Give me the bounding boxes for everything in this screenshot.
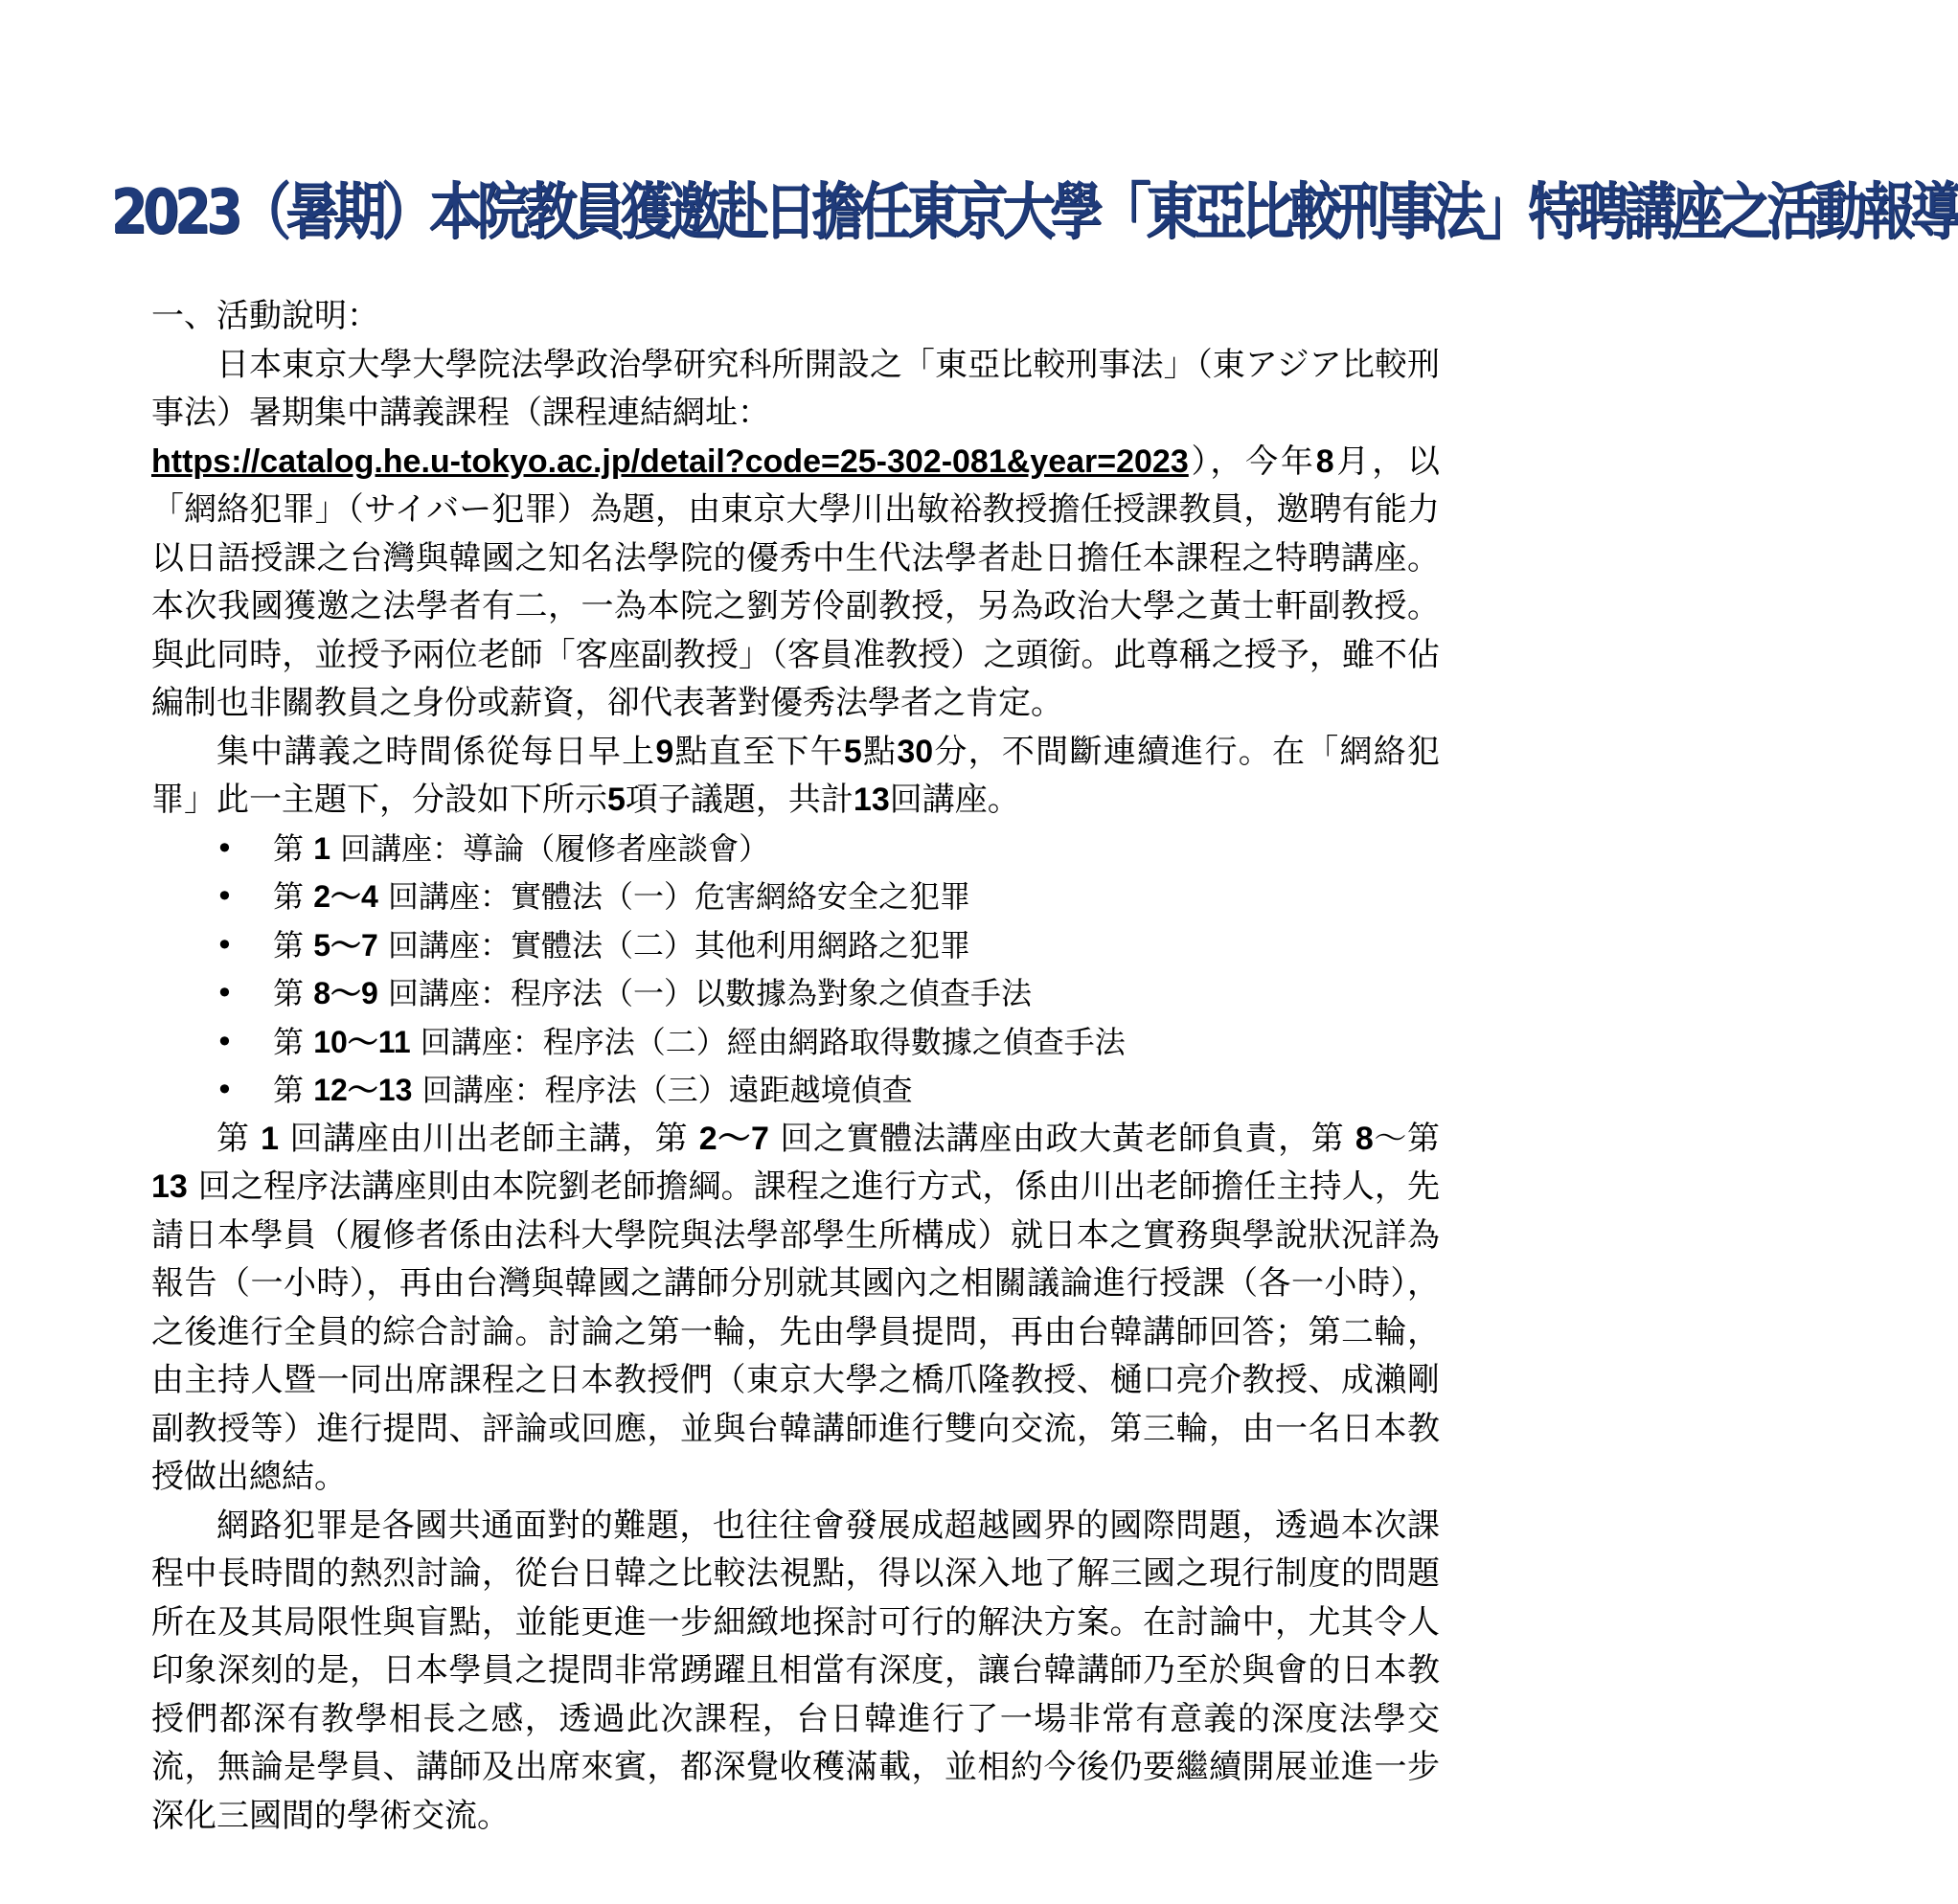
topic-text: 回講座：程序法（三）遠距越境偵查: [421, 1072, 913, 1108]
list-item: [151, 969, 1440, 1018]
schedule-session-count: 13: [853, 782, 890, 818]
topic-text: 回講座：實體法（二）其他利用網路之犯罪: [387, 926, 970, 963]
topic-number: 10～11: [313, 1024, 411, 1059]
format-text-c: 回之實體法講座由政大黃老師負責，第: [780, 1119, 1345, 1158]
topic-prefix: 第: [273, 878, 305, 915]
list-item: [151, 825, 1440, 873]
bullet-icon: •: [216, 878, 234, 915]
bullet-icon: •: [216, 1072, 234, 1108]
schedule-text-b: 點直至下午: [673, 732, 844, 771]
topic-prefix: 第: [273, 829, 305, 867]
paragraph-format: [151, 1115, 1440, 1502]
paragraph-conclusion: 網路犯罪是各國共通面對的難題，也往往會發展成超越國界的國際問題，透過本次課程中長時間的熱烈討論，從台日韓之比較法視點，得以深入地了解三國之現行制度的問題所在及其局限性與盲點，並能更進一步細緻地探討可行的解決方案。在討論中，尤其令人印象深刻的是，日本學員之提問非常踴躍且相當有深度，讓台韓講師乃至於與會的日本教授們都深有教學相長之感，透過此次課程，台日韓進行了一場非常有意義的深度法學交流，無論是學員、講師及出席來賓，都深覺收穫滿載，並相約今後仍要繼續開展並進一步深化三國間的學術交流。: [151, 1506, 1440, 1835]
bullet-icon: •: [216, 975, 234, 1011]
topic-prefix: 第: [273, 1023, 305, 1060]
topic-text: 回講座：實體法（一）危害網絡安全之犯罪: [387, 878, 970, 915]
topic-number: 1: [313, 830, 330, 866]
topic-number: 5～7: [313, 927, 378, 963]
format-text-e: 回之程序法講座則由本院劉老師擔綱。課程之進行方式，係由川出老師擔任主持人，先請日本學員（履修者係由法科大學院與法學部學生所構成）就日本之實務與學說狀況詳為報告（一小時），再由台灣與韓國之講師分別就其國內之相關議論進行授課（各一小時），之後進行全員的綜合討論。討論之第一輪，先由學員提問，再由台韓講師回答；第二輪，由主持人暨一同出席課程之日本教授們（東京大學之橋爪隆教授、樋口亮介教授、成瀨剛副教授等）進行提問、評論或回應，並與台韓講師進行雙向交流，第三輪，由一名日本教授做出總結。: [151, 1167, 1441, 1496]
schedule-text-f: 回講座。: [889, 781, 1020, 819]
intro-month: 8: [1315, 442, 1334, 480]
topic-prefix: 第: [273, 975, 305, 1011]
course-link[interactable]: https://catalog.he.u-tokyo.ac.jp/detail?code=25-302-081&year=2023: [151, 442, 1189, 480]
format-num-2: 2～7: [698, 1120, 769, 1157]
format-num-1: 1: [261, 1120, 280, 1157]
schedule-end-hour: 5: [843, 733, 862, 770]
format-num-4: 13: [151, 1168, 188, 1205]
paragraph-intro: [151, 341, 1440, 728]
bullet-icon: •: [216, 926, 234, 963]
format-text-d: ～第: [1373, 1119, 1441, 1158]
bullet-icon: •: [216, 829, 234, 867]
format-num-3: 8: [1355, 1120, 1374, 1157]
section-heading: 一、活動說明：: [151, 297, 379, 335]
paragraph-schedule: [151, 728, 1440, 825]
schedule-topic-count: 5: [607, 782, 626, 818]
bullet-icon: •: [216, 1023, 234, 1060]
format-text-a: 第: [216, 1119, 250, 1158]
list-item: [151, 1066, 1440, 1115]
topic-number: 12～13: [313, 1073, 413, 1107]
format-text-b: 回講座由川出老師主講，第: [289, 1119, 689, 1158]
list-item: [151, 873, 1440, 921]
intro-text-c: 月，以「網絡犯罪」（サイバー犯罪）為題，由東京大學川出敏裕教授擔任授課教員，邀聘有能力以日語授課之台灣與韓國之知名法學院的優秀中生代法學者赴日擔任本課程之特聘講座。本次我國獲邀之法學者有二，一為本院之劉芳伶副教授，另為政治大學之黃士軒副教授。與此同時，並授予兩位老師「客座副教授」（客員准教授）之頭銜。此尊稱之授予，雖不佔編制也非關教員之身份或薪資，卻代表著對優秀法學者之肯定。: [151, 442, 1441, 722]
schedule-text-a: 集中講義之時間係從每日早上: [216, 732, 656, 771]
intro-text-b: ），今年: [1188, 442, 1316, 481]
article-body: [151, 292, 1440, 1840]
schedule-text-e: 項子議題，共計: [625, 781, 854, 819]
schedule-text-c: 點: [861, 732, 898, 771]
topic-number: 8～9: [313, 976, 378, 1010]
topic-text: 回講座：程序法（二）經由網路取得數據之偵查手法: [420, 1023, 1126, 1060]
topic-prefix: 第: [273, 1072, 305, 1108]
schedule-start-hour: 9: [655, 733, 674, 770]
list-item: [151, 921, 1440, 970]
schedule-end-min: 30: [897, 733, 934, 770]
page-title: 2023（暑期）本院教員獲邀赴日擔任東京大學「東亞比較刑事法」特聘講座之活動報導: [110, 177, 1958, 248]
schedule-text-d: 分，不間斷連續進行。在「網絡犯罪」此一主題下，分設如下所示: [151, 732, 1441, 819]
topic-text: 回講座：程序法（一）以數據為對象之偵查手法: [387, 975, 1032, 1011]
topic-text: 回講座：導論（履修者座談會）: [340, 829, 770, 867]
topic-number: 2～4: [313, 879, 378, 914]
topic-list: [151, 825, 1440, 1115]
list-item: [151, 1018, 1440, 1067]
topic-prefix: 第: [273, 926, 305, 963]
intro-text-a: 日本東京大學大學院法學政治學研究科所開設之「東亞比較刑事法」（東アジア比較刑事法）暑期集中講義課程（課程連結網址：: [151, 345, 1440, 432]
